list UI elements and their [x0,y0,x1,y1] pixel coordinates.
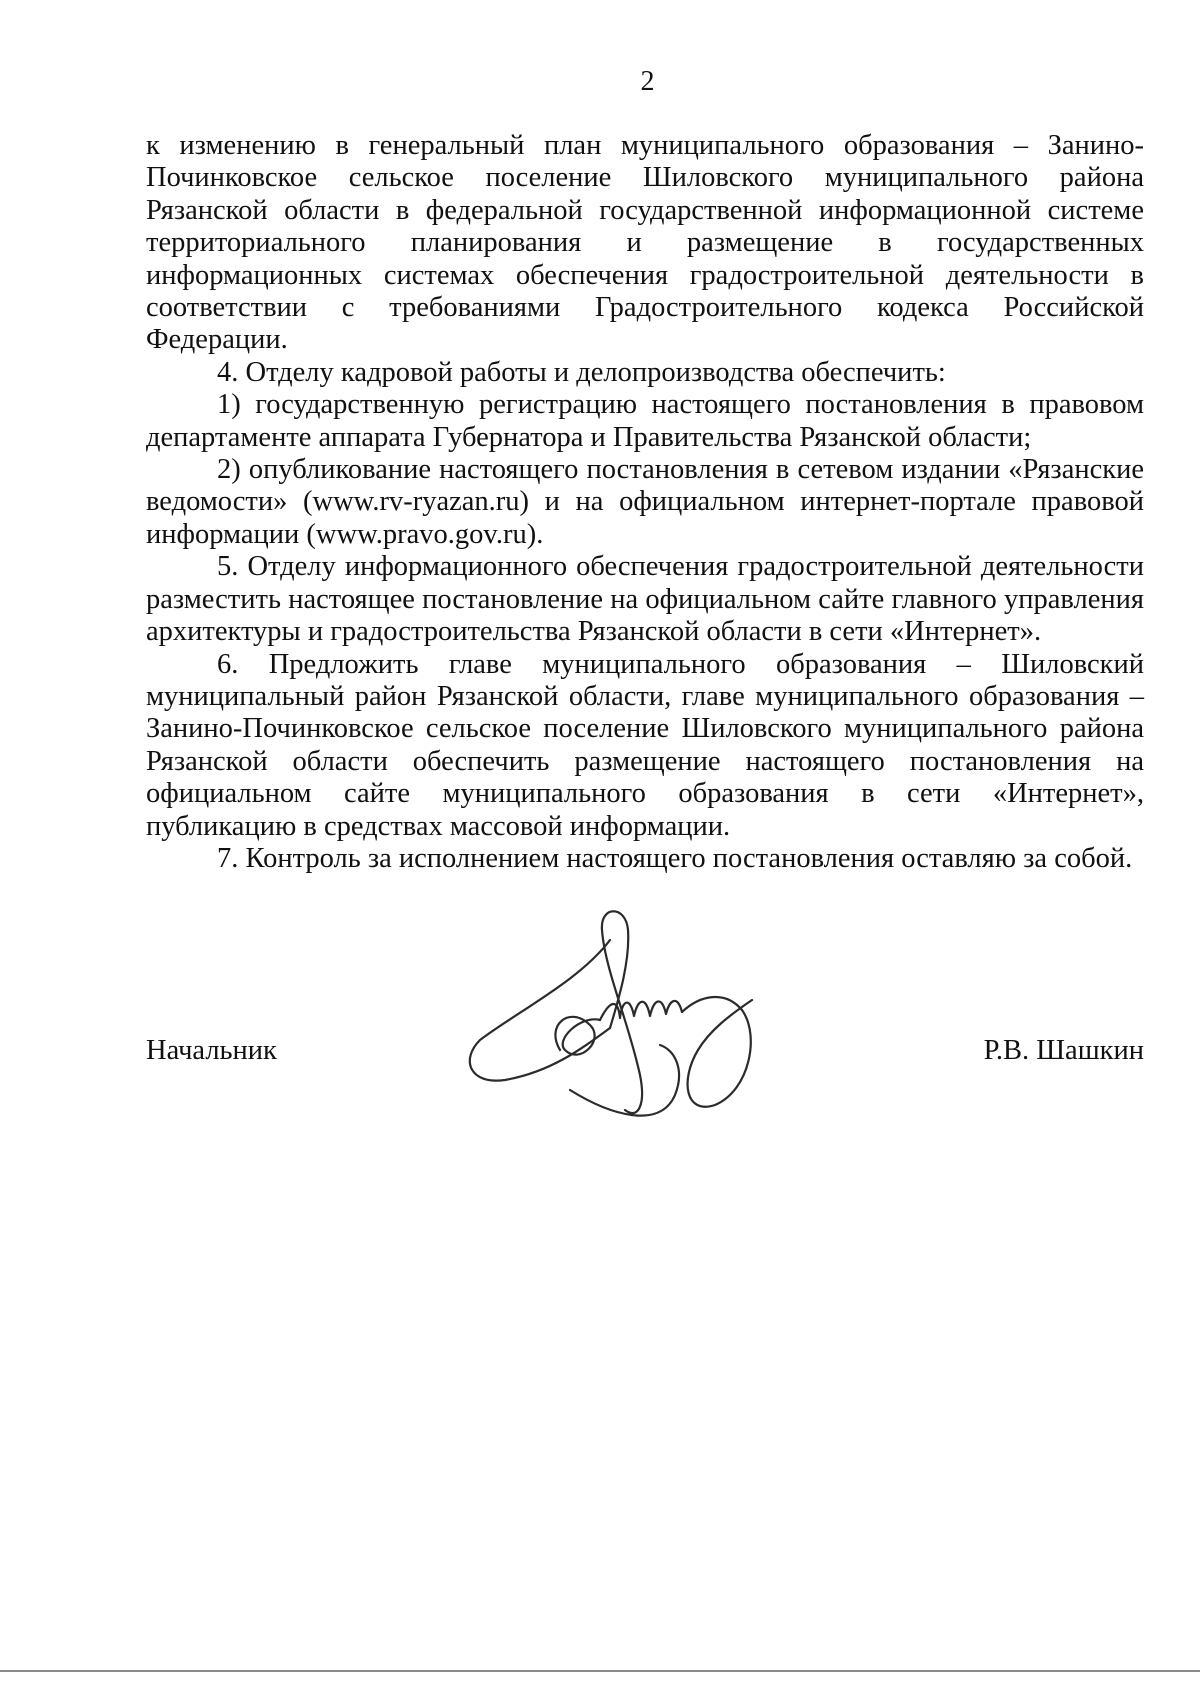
handwritten-signature [460,900,800,1160]
paragraph-subitem-2: 2) опубликование настоящего постановления в сетевом издании «Рязанские ведомости» (www.rv-ryazan.ru) и на официальном интернет-портале правовой информации (www.pravo.gov.ru). [146,454,1144,550]
paragraph-item-5: 5. Отделу информационного обеспечения градостроительной деятельности разместить настоящее постановление на официальном сайте главного управления архитектуры и градостроительства Рязанской области в сети «Интернет». [146,551,1144,648]
bottom-divider [0,1670,1200,1672]
paragraph-item-4: 4. Отделу кадровой работы и делопроизводства обеспечить: [217,356,946,388]
paragraph-item-6: 6. Предложить главе муниципального образования – Шиловский муниципальный район Рязанской области, главе муниципального образования – Занино-Починковское сельское поселение Шиловского муниципального района Рязанской области обеспечить размещение настоящего постановления на официальном сайте муниципального образования в сети «Интернет», публикацию в средствах массовой информации. [146,648,1144,842]
paragraph-item-7: 7. Контроль за исполнением настоящего постановления оставляю за собой. [217,842,1133,874]
signatory-position: Начальник [146,1035,277,1066]
page-number: 2 [640,66,655,97]
paragraph-subitem-1: 1) государственную регистрацию настоящего постановления в правовом департаменте аппарата Губернатора и Правительства Рязанской области; [146,389,1144,453]
document-body [146,130,1144,875]
paragraph-continuation: к изменению в генеральный план муниципального образования – Занино-Починковское сельское поселение Шиловского муниципального района Рязанской области в федеральной государственной информационной системе территориального планирования и размещение в государственных информационных системах обеспечения градостроительной деятельности в соответствии с требованиями Градостроительного кодекса Российской Федерации. [146,130,1144,356]
signatory-name: Р.В. Шашкин [983,1035,1144,1066]
